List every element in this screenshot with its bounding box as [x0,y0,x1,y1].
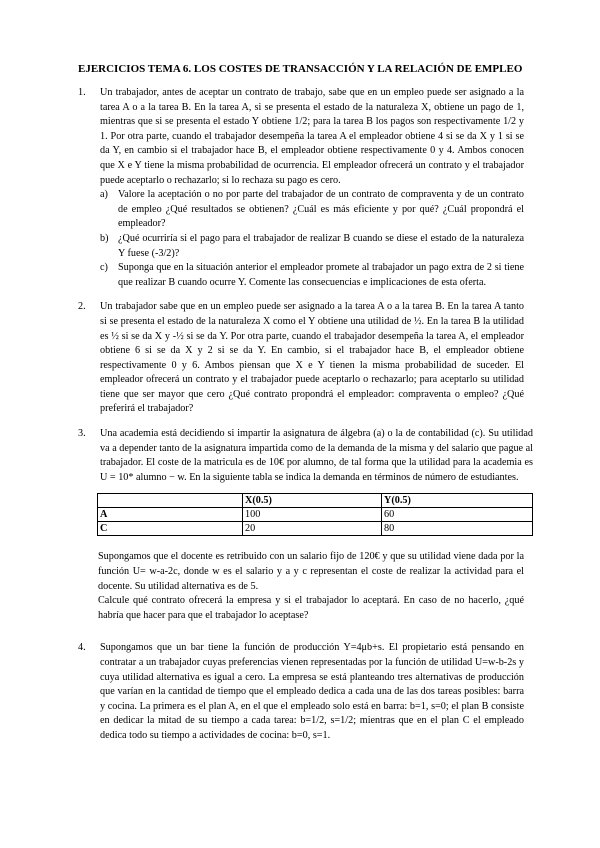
table-cell: 80 [382,522,533,536]
exercise-2 [78,300,524,417]
table-cell: 60 [382,508,533,522]
table-row [98,522,533,536]
sub-question-text: ¿Qué ocurriría si el pago para el trabajador de realizar B cuando se diese el estado de la naturaleza Y fuese (-3/2)? [118,232,524,259]
exercise-3-continuation [78,550,524,623]
table-header-cell: X(0.5) [243,494,382,508]
exercise-4 [78,641,524,743]
document-title: EJERCICIOS TEMA 6. LOS COSTES DE TRANSACCIÓN Y LA RELACIÓN DE EMPLEO [78,63,523,75]
document-page [78,62,533,754]
table-cell: A [98,508,243,522]
table-header-row [98,494,533,508]
sub-question-label: c) [100,262,108,274]
table-cell: 100 [243,508,382,522]
sub-question-text: Valore la aceptación o no por parte del trabajador de un contrato de compraventa y de un contrato de empleo ¿Qué resultados se obtienen? ¿Cuál es más eficiente y por qué? ¿Cuál propondrá el empleador? [118,189,524,230]
exercise-1 [78,86,524,290]
sub-question-label: a) [100,189,108,201]
sub-question-text: Suponga que en la situación anterior el empleador promete al trabajador un pago extra de 2 si tiene que realizar B cuando ocurre Y. Comente las consecuencias e implicaciones de esta oferta. [118,262,524,288]
exercise-number: 1. [78,87,86,98]
demand-table [97,493,533,536]
exercise-text: Supongamos que un bar tiene la función de producción Y=4μb+s. El propietario está pensando en contratar a un trabajador cuyas preferencias vienen representadas por la función de utilidad U=w-b-2s y cuya utilidad alternativa es igual a cero. La empresa se está planteando tres alternativas de producción que varían en la cantidad de tiempo que el empleado dedica a cada una de las dos tareas posibles: barra y cocina. La primera es el plan A, en el que el empleado solo está en barra: b=1, s=0; el plan B consiste en dedicar la mitad de su tiempo a cada tarea: b=1/2, s=1/2; mientras que en el plan C el empleado dedica todo su tiempo a actividades de cocina: b=0, s=1. [100,642,524,741]
table-cell: 20 [243,522,382,536]
sub-question-a [100,188,524,232]
sub-question-b [100,232,524,261]
exercise-number: 3. [78,428,86,440]
exercise-text: Un trabajador, antes de aceptar un contrato de trabajo, sabe que en un empleo puede ser asignado a la tarea A o a la tarea B. En la tarea A, si se presenta el estado de la naturaleza X, obtiene un pago de 1, mientras que si se presenta el estado Y obtiene 1/2; para la tarea B los pagos son respectivamente 1/2 y 1. Por otra parte, cuando el trabajador desempeña la tarea A el empleador obtiene 4 si se da X y 1 si se da Y, en cambio si el trabajador hace B, el empleador obtiene respectivamente 0 y 4. Ambos conocen que X e Y tiene la misma probabilidad de ocurrencia. El empleador ofrecerá un contrato y el trabajador puede aceptarlo o rechazarlo; si lo rechaza su pago es cero. [100,87,524,186]
exercise-3 [78,427,533,550]
exercise-text: Una academia está decidiendo si impartir la asignatura de álgebra (a) o la de contabilidad (c). Su utilidad va a depender tanto de la asignatura impartida como de la demanda de la misma y del salario que pague al trabajador. El coste de la matricula es de 10€ por alumno, de tal forma que la utilidad para la academia es U = 10* alumno − w. En la siguiente tabla se indica la demanda en términos de número de estudiantes. [100,428,533,483]
table-row [98,508,533,522]
sub-question-label: b) [100,232,109,244]
table-header-cell: Y(0.5) [382,494,533,508]
paragraph: Supongamos que el docente es retribuido con un salario fijo de 120€ y que su utilidad viene dada por la función U= w-a-2c, donde w es el salario y a y c representan el coste de realizar la actividad para el docente. Su utilidad alternativa es de 5. [98,551,524,592]
exercise-number: 4. [78,642,86,654]
table-header-cell [98,494,243,508]
paragraph: Calcule qué contrato ofrecerá la empresa y si el trabajador lo aceptará. En caso de no hacerlo, ¿qué habría que hacer para que el trabajador lo aceptase? [98,595,524,621]
exercise-number: 2. [78,301,86,313]
table-cell: C [98,522,243,536]
exercise-text: Un trabajador sabe que en un empleo puede ser asignado a la tarea A o a la tarea B. En la tarea A tanto si se presenta el estado de la naturaleza X como el Y obtiene una utilidad de ½. En la tarea B la utilidad es ½ si se da X y -½ si se da Y. Por otra parte, cuando el trabajador desempeña la tarea A, el empleador obtiene 6 si se da X y 2 si se da Y. En cambio, si el trabajador hace B, el empleador obtiene respectivamente 0 y 6. Ambos piensan que X e Y tienen la misma probabilidad de suceder. El empleador ofrecerá un contrato y el trabajador puede aceptarlo o rechazarlo; para aceptarlo su utilidad tiene que ser mayor que cero ¿Qué contrato propondrá el empleador: compraventa o empleo? ¿Qué preferirá el trabajador? [100,301,524,415]
sub-question-c [100,261,524,290]
